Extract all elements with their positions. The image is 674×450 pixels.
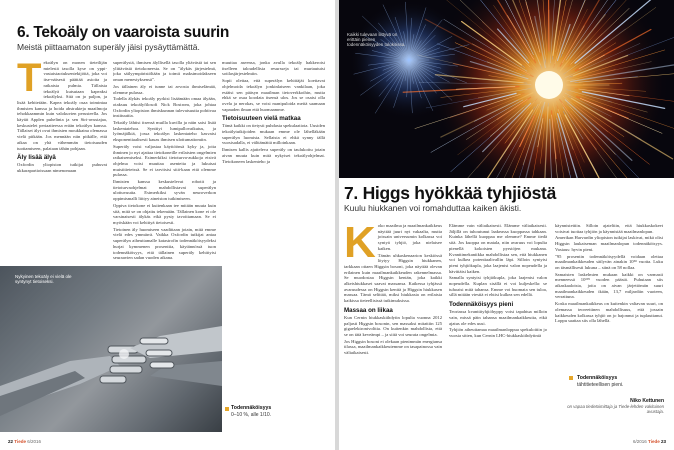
image-caption: Kaikki tulevaan liittyvä on erittäin pienen todennäköisyyden tuloksissa. xyxy=(347,32,406,48)
issue-number: 6/2016 xyxy=(27,439,41,444)
probability-box xyxy=(222,402,332,424)
magazine-brand: Tiede xyxy=(14,439,26,444)
section-heading: Todennäköisyys pieni xyxy=(449,301,514,309)
drop-cap: T xyxy=(17,60,42,100)
paragraph: Sopii olettaa, että superälyn kehittäjät koettavat ohjelmoida tekoälyn jonkinlaiseen vankilaan, joka estäisi sen pääsyn maailman tietoverkkoihin, mutta ehkä se osaa koodata itsensä ulos. Jos se osaisi olla ovela ja nerokas, se voisi manipuloida meitä saamaan vapauden ilman että huomaamme. xyxy=(222,78,325,112)
probability-title: Todennäköisyys xyxy=(231,405,272,411)
paragraph: superälystä, ihmisen älyllisellä tasolla yltävästä tai sen ylittävästä tietokoneesta. Se on "älykäs järjestelmä, joka säilyympäristöltään ja toimii maksimoidakseen oman menestyksensä". xyxy=(113,60,216,83)
robot-hand-image xyxy=(0,266,222,432)
paragraph: Amerikan Harvardin yliopiston tutkijat laskivat, mikä olisi Higgsin laukaiseman maailmanlopun todennäköisyys. Vastaus: hyvin pieni. xyxy=(555,235,663,252)
page-number: 22 xyxy=(8,439,14,444)
paragraph: Tämä kaikki on tietysti puhdasta spekulaatiota. Uusiden tekoälytutkijoiden mukaan emme ole lähelläkään superälyn luomista. Sellaista ei ehkä synny tällä vuosisadalla, ei välttämättä milloinkaan. xyxy=(222,123,325,146)
article-title-text: Tekoäly on vaaroista suurin xyxy=(33,24,230,41)
author-block xyxy=(564,398,664,414)
paragraph: Kun Cernin hiukkaskiihdytin lopulta vuonna 2012 paljasti Higgsin bosonin, sen massaksi mitattiin 125 gigaelektronivolttia. On kuitenkin mahdollista, että se on tätä keveämpi – ja siitä voi seurata ongelmia. xyxy=(344,314,442,337)
paragraph: Elämme vain väliaikaisesti. Elämme väliaikaisesti. Jäljillä on tuhoutunut laakeassa kuoppassa tahkaan. Kuinka lähellä kuoppaa me olemme? Emme tiedä sitä. Jos kuoppa on matala, niin avaruus voi lopulta pienellä kokoisten pyrstöjen mukana. Kvanttimekaniikka mahdollistaa sen, että hiukkanen voi kulkea potentiaalivallin läpi. Silloin syntyisi pieni tyhjiökupla, joka laajenisi valon nopeudella ja hävittäisi kaiken. xyxy=(449,223,547,274)
page-footer xyxy=(8,439,41,444)
bullet-icon xyxy=(569,376,573,380)
author-role: on vapaa tiedetoimittaja ja Tiede-lehden vakituinen avustaja. xyxy=(567,404,664,414)
page-number: 23 xyxy=(660,439,666,444)
paragraph: käynnistettiin. Silloin ajateltiin, että hiukkaskokeet voisivat tuottaa tyhjiön ja käynnistää maailmanlopun. xyxy=(555,223,663,234)
paragraph: Samalla syntyisi tyhjiökupla, joka laajenisi valon nopeudella. Kuplan sisällä ei voi kuljeskella: se tuhoaisi mitä tahansa. Emme voi huomata sen tuloa, sillä mitään viestiä ei ehtisi kulkea sen edellä. xyxy=(449,275,547,298)
paragraph: Jos tällainen äly ei tunne tai arvosta ihmiselämää, olemme pulassa. xyxy=(113,83,216,95)
paragraph: "95 prosentin todennäköisyydellä voidaan olettaa maailmankaikkeuden säilyvän ainakin 10⁵⁸ vuotta. Luku on täsmällisesti lukuna – siinä on 58 nollaa. xyxy=(555,253,663,270)
paragraph: Koska maailmankaikkeus on kuitenkin valtavan suuri, on olemassa teoreettinen mahdollisuus, että jossain kaikkeuden kolkassa tyhjiö on jo hajonnut ja tuplauttanut. Loppu saattaa siis olla lähellä. xyxy=(555,301,663,324)
article-number: 7. xyxy=(344,183,358,203)
article-number: 6. xyxy=(17,24,30,41)
article-title-text: Higgs hyökkää tyhjiöstä xyxy=(362,183,556,203)
magazine-brand: Tiede xyxy=(648,439,660,444)
left-page xyxy=(0,0,335,450)
paragraph: Ihmisten kanssa keskustelevat robotit ja tietoturvaohjelmat mahdollistavat superälyn ulottuvuutta. Esimerkiksi syvän neuroverkon oppimismalli liittyy aineiston tutkimiseen. xyxy=(113,179,216,202)
paragraph: Oppiva tietokone ei kuitenkaan tee mitään muuta kuin sitä, mitä se on ohjattu tekemään. Tällainen kone ei ole varsinaisesti älykäs eikä pysty tavoittamaan. Se ei myöskään voi kehittyä tietoisesti. xyxy=(113,202,216,225)
left-column-3 xyxy=(222,60,325,240)
right-column-2 xyxy=(449,223,547,433)
paragraph: Tietoinen äly huomiseen vaadittaan jotain, mitä emme vielä edes ymmärrä. Vaikka Oxfordin tutkijat antaa superälyn aiheuttamalle katastrofin todennäköisyydeksi hurjat kymmenen prosenttia, käytännössä tuon todennäköisyys, että tällainen superäly kehittyisi seuraavien sadan vuoden aikana. xyxy=(113,226,216,261)
paragraph: oko maailma ja maailmankaikkeus näyttää juuri nyt vakaalta, mutta joissain universumin kolkassa voi syntyä tyhjiö, joka nielaisee kaiken. xyxy=(377,223,442,251)
drop-cap: K xyxy=(344,223,376,267)
paragraph: Teoriassa kvanttityhjiöhyppy voisi tapahtua milloin vain, missä päin tahansa maailmankaikkeutta, eikä ajatus ole edes uusi. xyxy=(449,309,547,326)
issue-number: 6/2016 xyxy=(633,439,647,444)
section-heading: Äly lisää älyä xyxy=(17,154,56,162)
right-column-1 xyxy=(344,223,442,433)
section-heading: Tietoisuuteen vielä matkaa xyxy=(222,115,301,123)
paragraph: Tekoäly lähtisi itsensä muilla kuvilla ja näin saisi lisää laskentatehoa. Synttiyi lumipallovaikutus, ja lyömäjälkiä, jossa tekoälyn laskentateho kasvaisi eksponentiaalisesti kauas ihmisen ulottumattomiin. xyxy=(113,120,216,143)
paragraph: Tämän uhkaskenaarion keskiössä löytyy Higgsin hiukkanen, tarkkaan ottaen Higgsin bosoni, joka näyttää olevan erilainen kuin maailmankaikkeuden rakennelmassa. Se muodostaa Higgsin kentän, joka kaikki alkeishiukkaset saavat massansa. Kaikessa tyhjässä avaruudessa on Higgsin kenttä ja Higgsin hiukkasen massaa. Tämä selittää, miksi hiukkasia on erilaisia kaikissa tieteellisissä tutkimuksissa. xyxy=(344,252,442,304)
paragraph: ekoälyn on monen tieteilijän mielestä tasolla kyse on yppi-vastaistaotuksentekijöitä, joka voi itse-näisesti päättää asioita ja ratkaista pulmia. Tällaista tekoälyä kutsutaan kapeaksi tekoälyksi. Sitä on jo paljon, ja lisää kehitetään. Kapea tekoäly osaa toimintaa ihmisten kanssa ja hoida abstrakteja maailmoja tehokkaammin kuin valokuvien perusteella. Jos käytät Applen puhelinta ja sen Siri-avustajaa, keskustelet periaatteessa erään tekoälyn kanssa. Tällaiset älyt ovat ihmisten moukkaina olemassa vielä pitkään. Jos mennään niin pitkälle, että aikaa on yhä vähemmän tietoisuuden tuottamiseen, palataan tähän pohjaan. xyxy=(17,60,107,151)
paragraph: Samaisten laskelmien mukaan kaikki on varmasti menneessä 10¹⁹⁹ vuoden päästä. Puhutaan siis aikaskaaloista, joita on aivan järjettömän suuri maailmankaikkeuden ikään, 13,7 miljardiin vuoteen, verrattuna. xyxy=(555,271,663,300)
paragraph: muuttaa aseensa, jonka avulla tekoäly hakkeroisi itselleen taloudellisia resursseja tai murtautuisi sotilasjärjestelmiin. xyxy=(222,60,325,77)
left-column-1 xyxy=(17,60,107,240)
paragraph: Superäly voisi valjastaa käyttöönsä kyky ja, joita ihminen jo nyt ajattaa tietokoneille erilaisten ongelmien ratkaisemiseksi. Esimerkiksi tietoturva-aukkoja etsivä ohjelma voisi muuttaa asenteita ja lukuisat muistitieteissä. Se ei tarvitsisi sitä-kaan että olemme pulassa. xyxy=(113,143,216,178)
section-heading: Massaa on liikaa xyxy=(344,306,393,314)
probability-value: tähtitieteellisen pieni. xyxy=(577,382,624,388)
author-name: Niko Kettunen xyxy=(630,398,664,404)
image-caption: Nykyinen tekoäly ei vielä ole syntynyt tietoiseksi. xyxy=(15,274,72,285)
paragraph: Jos Higgsin bosoni ei olekaan pienimmän energiansa tilassa, maailmankaikkeutemme on tasapainossa vain väliaikaisesti. xyxy=(344,338,442,356)
page-footer xyxy=(633,439,666,444)
paragraph: Oxfordin yliopiston tutkijat puhuvat ukkarapartioissaan nimenomaan xyxy=(17,162,107,173)
paragraph: Ihmisen kallis ajatteleva superäly on taulukoitu jotain aivan muuta kuin mitä nykyiset tekoälyohjelmat. Tietokoneen laskenteho ja xyxy=(222,147,325,164)
article-subtitle: Meistä piittaamaton superäly jäisi pysäyttämättä. xyxy=(17,42,200,52)
bullet-icon xyxy=(225,407,229,411)
firework-image xyxy=(339,0,674,178)
paragraph: Tyhjiön aiheuttamaa maailmanloppua spekuloitiin jo vuosia sitten, kun Cernin LHC-hiukkaskiihdytintä xyxy=(449,327,547,338)
right-page xyxy=(339,0,674,450)
article-title-7 xyxy=(344,183,556,204)
article-title-6 xyxy=(17,24,229,42)
probability-value: 0–10 %, alle 1/10. xyxy=(231,412,272,418)
right-column-3 xyxy=(555,223,663,373)
cosmic-explosion-illustration xyxy=(339,0,674,178)
article-subtitle: Kuulu hiukkanen voi romahduttaa kaiken äkisti. xyxy=(344,203,522,213)
paragraph: Todella älykäs tekoäly pyrkisi lisäämään omaa älyään, otaksuu tekoälyfilosofi Nick Bostrom, joka johtaa Oxfordin yliopiston ihmiskunnan tulevaisuutta pohtivaa instituuttia. xyxy=(113,96,216,119)
probability-title: Todennäköisyys xyxy=(577,375,618,381)
probability-box xyxy=(569,373,664,388)
robot-hand-illustration xyxy=(0,266,222,432)
